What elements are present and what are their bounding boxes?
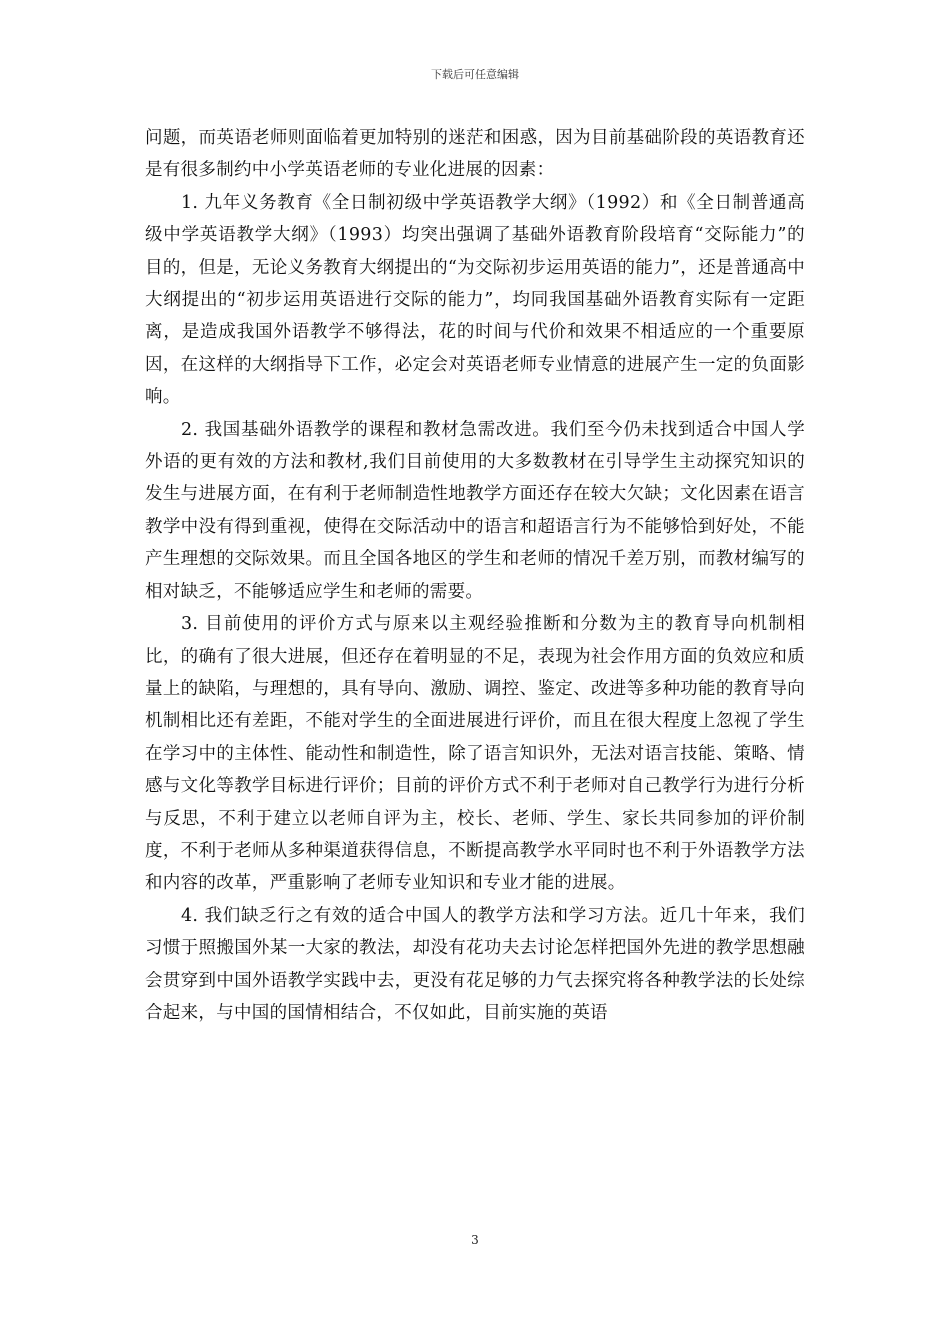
paragraph-item-1: 1. 九年义务教育《全日制初级中学英语教学大纲》（1992）和《全日制普通高级中学英语教学大纲》（1993）均突出强调了基础外语教育阶段培育“交际能力”的目的，但是，无论义务教育大纲提出的“为交际初步运用英语的能力”，还是普通高中大纲提出的“初步运用英语进行交际的能力”，均同我国基础外语教育实际有一定距离，是造成我国外语教学不够得法，花的时间与代价和效果不相适应的一个重要原因，在这样的大纲指导下工作，必定会对英语老师专业情意的进展产生一定的负面影响。 [145,192,805,408]
page-header: 下载后可任意编辑 [431,68,519,81]
paragraph-continuation: 问题，而英语老师则面临着更加特别的迷茫和困惑，因为目前基础阶段的英语教育还是有很多制约中小学英语老师的专业化进展的因素： [145,128,805,181]
document-body [145,122,805,1029]
paragraph-item-4: 4. 我们缺乏行之有效的适合中国人的教学方法和学习方法。近几十年来，我们习惯于照搬国外某一大家的教法，却没有花功夫去讨论怎样把国外先进的教学思想融会贯穿到中国外语教学实践中去，更没有花足够的力气去探究将各种教学法的长处综合起来，与中国的国情相结合，不仅如此，目前实施的英语 [145,905,805,1023]
page-number: 3 [471,1233,479,1247]
paragraph-item-3: 3. 目前使用的评价方式与原来以主观经验推断和分数为主的教育导向机制相比，的确有了很大进展，但还存在着明显的不足，表现为社会作用方面的负效应和质量上的缺陷，与理想的，具有导向、激励、调控、鉴定、改进等多种功能的教育导向机制相比还有差距，不能对学生的全面进展进行评价，而且在很大程度上忽视了学生在学习中的主体性、能动性和制造性，除了语言知识外，无法对语言技能、策略、情感与文化等教学目标进行评价；目前的评价方式不利于老师对自己教学行为进行分析与反思，不利于建立以老师自评为主，校长、老师、学生、家长共同参加的评价制度，不利于老师从多种渠道获得信息，不断提高教学水平同时也不利于外语教学方法和内容的改革，严重影响了老师专业知识和专业才能的进展。 [145,614,805,894]
paragraph-item-2: 2. 我国基础外语教学的课程和教材急需改进。我们至今仍未找到适合中国人学外语的更有效的方法和教材,我们目前使用的大多数教材在引导学生主动探究知识的发生与进展方面，在有利于老师制造性地教学方面还存在较大欠缺；文化因素在语言教学中没有得到重视，使得在交际活动中的语言和超语言行为不能够恰到好处，不能产生理想的交际效果。而且全国各地区的学生和老师的情况千差万别，而教材编写的相对缺乏，不能够适应学生和老师的需要。 [145,419,805,602]
